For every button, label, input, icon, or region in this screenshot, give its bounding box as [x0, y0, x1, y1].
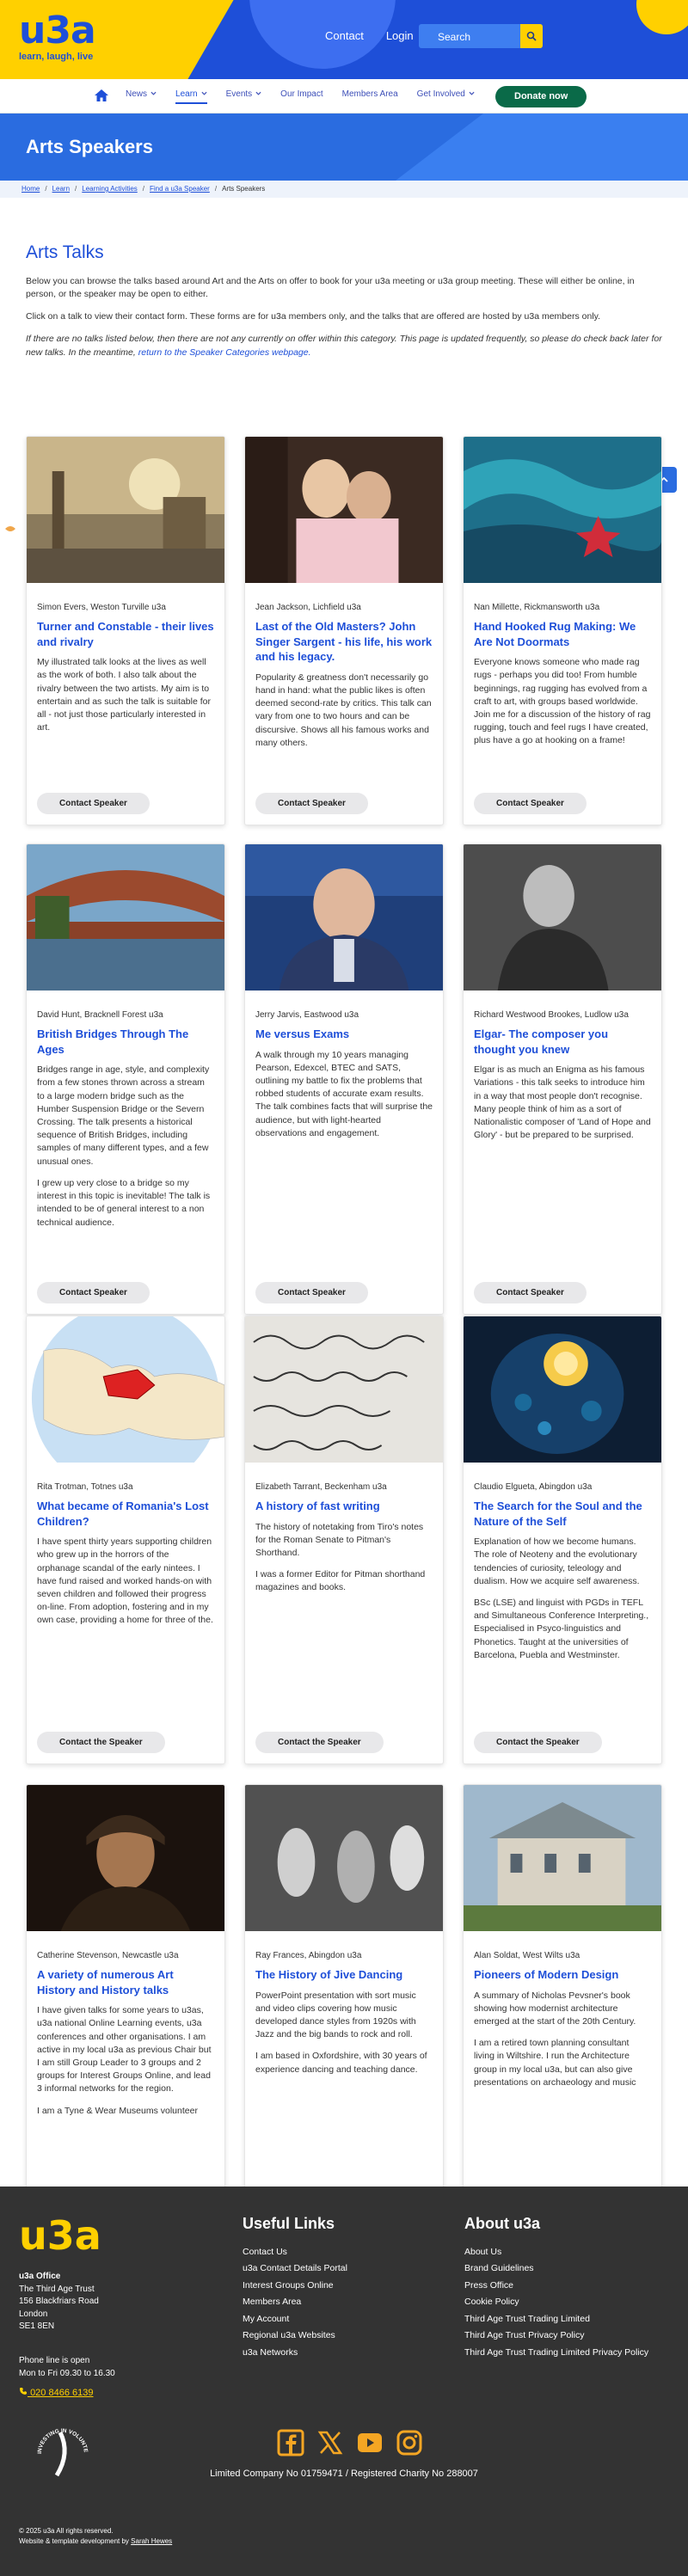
talk-card[interactable] — [26, 436, 225, 825]
footer-link-press-office[interactable]: Press Office — [464, 2279, 513, 2291]
breadcrumb — [0, 181, 688, 198]
nav-item-learn[interactable] — [175, 88, 207, 104]
intro-paragraph-1: Below you can browse the talks based around Art and the Arts on offer to book for your u3a meeting or u3a group meeting. These will either be online, in person, or the speaker may be open to either. — [26, 275, 635, 300]
speaker-name: Simon Evers, Weston Turville u3a — [37, 603, 166, 612]
youtube-icon[interactable] — [356, 2429, 384, 2456]
copyright — [19, 2526, 172, 2547]
credit-link[interactable]: Sarah Hewes — [131, 2537, 173, 2545]
site-footer — [0, 2187, 688, 2576]
login-link[interactable]: Login — [385, 29, 414, 42]
talk-card[interactable] — [244, 843, 444, 1315]
speaker-name: Claudio Elgueta, Abingdon u3a — [474, 1482, 593, 1492]
site-logo[interactable] — [19, 9, 95, 64]
footer-address — [19, 2271, 99, 2334]
speaker-name: Catherine Stevenson, Newcastle u3a — [37, 1951, 179, 1960]
talk-title[interactable]: A history of fast writing — [255, 1500, 380, 1512]
social-links — [277, 2429, 423, 2456]
talk-description-paragraph: Elgar is as much an Enigma as his famous Variations - this talk seeks to introduce him in a way that most people don't recognise. Many people think of him as a sort of Nationalistic composer of 'Land of Hope and Glory' - but be prepared to be surprised. — [474, 1064, 651, 1141]
talk-description-paragraph: Explanation of how we become humans. The role of Neoteny and the evolutionary tendencies of curiosity, teleology and dualism. How we acquire self awareness. — [474, 1536, 640, 1586]
main-nav — [0, 79, 688, 113]
speaker-name: Jean Jackson, Lichfield u3a — [255, 603, 361, 612]
talk-title[interactable]: Hand Hooked Rug Making: We Are Not Doormats — [474, 620, 636, 648]
page-banner — [0, 113, 688, 181]
talk-description — [245, 665, 443, 750]
talk-description — [464, 1529, 661, 1662]
footer-link-cookie-policy[interactable]: Cookie Policy — [464, 2297, 519, 2308]
top-links — [325, 28, 414, 45]
talk-description — [27, 1997, 224, 2118]
decorative-peek-icon — [3, 522, 17, 536]
contact-speaker-button[interactable]: Contact Speaker — [255, 793, 368, 814]
talk-description-paragraph: Bridges range in age, style, and complexity from a few stones thrown across a stream to a large modern bridge such as the Humber Suspension Bridge or the Severn Crossing. The talk presents a historical sequence of British Bridges, including samples of many different types, and a few unusual ones. — [37, 1064, 210, 1167]
breadcrumb-separator: / — [45, 185, 47, 193]
talk-description-paragraph: Everyone knows someone who made rag rugs - perhaps you did too! From humble beginnings, rag rugging has evolved from a craft to art, with groups based worldwide. Join me for a discussion of the history of rag rugging, touch and feel rugs I have created, plus have a go at hooking on a frame! — [474, 657, 651, 746]
logo-tagline: learn, laugh, live — [19, 52, 94, 62]
contact-speaker-button[interactable]: Contact Speaker — [474, 793, 587, 814]
talk-title[interactable]: Turner and Constable - their lives and rivalry — [37, 620, 214, 648]
speaker-name: Alan Soldat, West Wilts u3a — [474, 1951, 580, 1960]
address-line: The Third Age Trust — [19, 2284, 95, 2294]
nav-item-label: Get Involved — [416, 89, 465, 99]
address-line: SE1 8EN — [19, 2321, 55, 2331]
chevron-down-icon — [150, 90, 157, 96]
footer-link-third-age-trust-privacy-policy[interactable]: Third Age Trust Privacy Policy — [464, 2330, 585, 2341]
talk-card[interactable] — [244, 1784, 444, 2229]
header-yellow-circle — [636, 0, 688, 34]
credit-prefix: Website & template development by — [19, 2537, 132, 2545]
talk-description — [27, 649, 224, 734]
talk-description-paragraph: I have spent thirty years supporting children who grew up in the horrors of the orphanage scandal of the early nintees. I have fund raised and worked hands-on with seven children and followed their progress on-line. From adoption, fostering and in my own case, providing a home for three of the. — [37, 1536, 213, 1626]
nav-item-label: Members Area — [341, 89, 398, 99]
nav-item-label: Our Impact — [280, 89, 323, 99]
nav-item-label: Events — [225, 89, 253, 99]
section-heading: Arts Talks — [26, 242, 104, 262]
contact-speaker-button[interactable]: Contact Speaker — [37, 793, 150, 814]
speaker-name: Richard Westwood Brookes, Ludlow u3a — [474, 1010, 629, 1020]
useful-links-title: Useful Links — [243, 2215, 335, 2232]
talk-description-paragraph: I was a former Editor for Pitman shorthand magazines and books. — [255, 1569, 426, 1593]
useful-links — [243, 2212, 347, 2361]
talk-title[interactable]: What became of Romania's Lost Children? — [37, 1500, 209, 1528]
contact-speaker-button[interactable]: Contact the Speaker — [474, 1732, 602, 1753]
search-input[interactable] — [419, 24, 543, 48]
footer-link-third-age-trust-trading-limited-privacy-policy[interactable]: Third Age Trust Trading Limited Privacy Policy — [464, 2346, 649, 2358]
talk-description-paragraph: Popularity & greatness don't necessarily go hand in hand: what the public likes is often deemed second-rate by critics. This talk can vary from one to two hours and can be discursive. Shows all his famous works and many others. — [255, 672, 432, 748]
credit-line — [19, 2536, 172, 2547]
logo-mark: u3a — [19, 9, 95, 52]
nav-item-label: Learn — [175, 89, 198, 99]
talk-description-paragraph: I am a Tyne & Wear Museums volunteer — [37, 2105, 198, 2116]
footer-link-interest-groups-online[interactable]: Interest Groups Online — [243, 2279, 334, 2291]
talk-description — [27, 1529, 224, 1628]
speaker-name: Rita Trotman, Totnes u3a — [37, 1482, 133, 1492]
talk-image[interactable] — [245, 437, 443, 583]
intro-paragraph-3-text: If there are no talks listed below, then there are not any currently on offer within this category. This page is updated frequently, so please do check back later for new talks. In the meantime, — [26, 333, 662, 358]
speaker-name: Nan Millette, Rickmansworth u3a — [474, 603, 600, 612]
talk-description — [464, 1983, 661, 2090]
footer-link-brand-guidelines[interactable]: Brand Guidelines — [464, 2263, 534, 2274]
phone-link[interactable] — [19, 2386, 93, 2401]
nav-item-get-involved[interactable] — [417, 88, 475, 104]
address-lines — [19, 2284, 99, 2334]
talk-image[interactable] — [464, 1316, 661, 1463]
phone-hours — [19, 2355, 115, 2380]
nav-item-news[interactable] — [126, 88, 157, 104]
search-button[interactable] — [520, 24, 543, 48]
talk-image[interactable] — [27, 844, 224, 991]
talk-description-paragraph: I grew up very close to a bridge so my interest in this topic is inevitable! The talk is intended to be of general interest to a non technical audience. — [37, 1177, 211, 1228]
speaker-name: Elizabeth Tarrant, Beckenham u3a — [255, 1482, 387, 1492]
about-links-title: About u3a — [464, 2215, 540, 2232]
talk-title[interactable]: Pioneers of Modern Design — [474, 1968, 619, 1981]
nav-item-members-area[interactable] — [342, 88, 398, 104]
breadcrumb-separator: / — [142, 185, 144, 193]
talk-description-paragraph: A summary of Nicholas Pevsner's book showing how modernist architecture emerged at the start of the 20th Century. — [474, 1990, 636, 2027]
talk-description — [27, 1057, 224, 1230]
intro-paragraph-2: Click on a talk to view their contact form. These forms are for u3a members only, and the talks that are offered are hosted by u3a members only. — [26, 311, 601, 322]
talk-image[interactable] — [245, 844, 443, 991]
talk-title[interactable]: The Search for the Soul and the Nature of the Self — [474, 1500, 642, 1528]
registration-text: Limited Company No 01759471 / Registered Charity No 288007 — [210, 2469, 478, 2479]
talk-card[interactable] — [26, 843, 225, 1315]
nav-item-events[interactable] — [226, 88, 262, 104]
nav-item-our-impact[interactable] — [280, 88, 322, 104]
phone-hours-line: Phone line is open — [19, 2356, 90, 2365]
talk-title[interactable]: Last of the Old Masters? John Singer Sargent - his life, his work and his legacy. — [255, 620, 433, 664]
contact-speaker-button[interactable]: Contact Speaker — [255, 1282, 368, 1303]
nav-item-label: News — [126, 89, 148, 99]
useful-links-list — [243, 2244, 347, 2361]
contact-link[interactable]: Contact — [325, 29, 364, 42]
talk-image[interactable] — [464, 437, 661, 583]
speaker-name: Ray Frances, Abingdon u3a — [255, 1951, 362, 1960]
talk-description — [245, 1983, 443, 2076]
footer-logo[interactable]: u3a — [19, 2212, 101, 2259]
footer-link-about-us[interactable]: About Us — [464, 2247, 502, 2257]
talk-image[interactable] — [27, 1785, 224, 1931]
breadcrumb-item[interactable]: Learning Activities — [82, 185, 138, 193]
talk-image[interactable] — [27, 437, 224, 583]
talk-image[interactable] — [245, 1316, 443, 1463]
badge-text: INVESTING IN VOLUNTE — [36, 2427, 89, 2455]
talk-image[interactable] — [464, 844, 661, 991]
talk-description-paragraph: PowerPoint presentation with sort music and video clips covering how music developed dance styles from 1920s with Jazz and the big bands to rock and roll. — [255, 1990, 416, 2040]
contact-speaker-button[interactable]: Contact Speaker — [37, 1282, 150, 1303]
intro-section — [0, 239, 688, 359]
talk-card[interactable] — [244, 1316, 444, 1764]
talk-title[interactable]: Elgar- The composer you thought you knew — [474, 1027, 609, 1056]
chevron-down-icon — [469, 90, 475, 96]
footer-link-contact-us[interactable]: Contact Us — [243, 2247, 287, 2257]
talk-description-paragraph: A walk through my 10 years managing Pearson, Edexcel, BTEC and SATS, outlining my battle to fix the problems that robbed students of accurate exam results. The talk combines facts that will surprise the audience, but with light-hearted observations and engagement. — [255, 1049, 433, 1138]
top-header — [0, 0, 688, 79]
instagram-icon[interactable] — [396, 2429, 423, 2456]
footer-link-regional-u3a-websites[interactable]: Regional u3a Websites — [243, 2330, 335, 2341]
speaker-name: Jerry Jarvis, Eastwood u3a — [255, 1010, 359, 1020]
speaker-name: David Hunt, Bracknell Forest u3a — [37, 1010, 163, 1020]
intro-paragraph-3 — [26, 333, 662, 360]
talk-card[interactable] — [244, 436, 444, 825]
breadcrumb-item[interactable]: Find a u3a Speaker — [150, 185, 210, 193]
talk-description — [464, 649, 661, 748]
talk-title[interactable]: The History of Jive Dancing — [255, 1968, 403, 1981]
address-line: London — [19, 2309, 48, 2319]
talk-card[interactable] — [463, 843, 662, 1315]
copyright-text: © 2025 u3a All rights reserved. — [19, 2527, 114, 2535]
talk-title[interactable]: Me versus Exams — [255, 1027, 350, 1040]
home-icon[interactable] — [95, 89, 108, 101]
banner-shape — [396, 113, 688, 181]
donate-button[interactable]: Donate now — [495, 86, 587, 107]
nav-items — [126, 88, 475, 104]
x-twitter-icon[interactable] — [316, 2429, 344, 2456]
talk-title[interactable]: British Bridges Through The Ages — [37, 1027, 189, 1056]
about-links-list — [464, 2244, 671, 2361]
talk-description — [245, 1042, 443, 1141]
svg-text:INVESTING IN VOLUNTEERS — [31, 2422, 89, 2454]
talk-description-paragraph: I am based in Oxfordshire, with 30 years of experience dancing and teaching dance. — [255, 2051, 427, 2075]
talk-title[interactable]: A variety of numerous Art History and History talks — [37, 1968, 174, 1996]
talk-description-paragraph: I am a retired town planning consultant living in Wiltshire. I run the Architecture group in my local u3a, but can also give presentations on archaeology and music — [474, 2038, 636, 2088]
phone-number: 020 8466 6139 — [30, 2388, 94, 2398]
talk-card[interactable] — [463, 1316, 662, 1764]
talk-description-paragraph: The history of notetaking from Tiro's notes for the Roman Senate to Pitman's Shorthand. — [255, 1521, 424, 1558]
contact-speaker-button[interactable]: Contact the Speaker — [255, 1732, 384, 1753]
address-line: 156 Blackfriars Road — [19, 2297, 99, 2306]
facebook-icon[interactable] — [277, 2429, 304, 2456]
talk-image[interactable] — [245, 1785, 443, 1931]
chevron-down-icon — [201, 90, 207, 96]
breadcrumb-item[interactable]: Home — [22, 185, 40, 193]
search-placeholder: Search — [438, 31, 471, 43]
breadcrumb-separator: / — [75, 185, 77, 193]
contact-speaker-button[interactable]: Contact Speaker — [474, 1282, 587, 1303]
speaker-categories-link[interactable]: return to the Speaker Categories webpage. — [138, 347, 311, 358]
talk-description-paragraph: BSc (LSE) and linguist with PGDs in TEFL and Simultaneous Conference Interpreting., Especialised in Psyco-linguistics and Phonetics. Taught at the universities of Barcelona, Puebla and Westminster. — [474, 1597, 649, 1660]
talk-card[interactable] — [26, 1784, 225, 2229]
page-title: Arts Speakers — [26, 136, 153, 157]
contact-speaker-button[interactable]: Contact the Speaker — [37, 1732, 165, 1753]
breadcrumb-item: Arts Speakers — [222, 185, 266, 193]
office-name: u3a Office — [19, 2272, 61, 2281]
footer-link-u3a-contact-details-portal[interactable]: u3a Contact Details Portal — [243, 2263, 347, 2274]
talk-card[interactable] — [463, 436, 662, 825]
search-icon — [526, 31, 537, 41]
footer-link-third-age-trust-trading-limited[interactable]: Third Age Trust Trading Limited — [464, 2313, 590, 2324]
talk-description-paragraph: I have given talks for some years to u3as, u3a national Online Learning events, u3a conferences and other organisations. I am active in my local u3a as previous Chair but I am still Group Leader to 3 groups and 2 groups for Interest Groups Online, and lead 3 informal networks for the region. — [37, 2005, 212, 2095]
phone-icon — [19, 2387, 28, 2395]
breadcrumb-separator: / — [214, 185, 218, 193]
talk-description — [245, 1514, 443, 1595]
breadcrumb-item[interactable]: Learn — [52, 185, 71, 193]
chevron-down-icon — [255, 90, 261, 96]
footer-link-my-account[interactable]: My Account — [243, 2313, 290, 2324]
talk-card[interactable] — [463, 1784, 662, 2229]
footer-link-u3a-networks[interactable]: u3a Networks — [243, 2346, 298, 2358]
talk-description — [464, 1057, 661, 1142]
talk-card[interactable] — [26, 1316, 225, 1764]
phone-hours-line: Mon to Fri 09.30 to 16.30 — [19, 2368, 115, 2378]
footer-link-members-area[interactable]: Members Area — [243, 2297, 302, 2308]
about-links — [464, 2212, 671, 2361]
talk-image[interactable] — [27, 1316, 224, 1463]
talk-image[interactable] — [464, 1785, 661, 1931]
talk-description-paragraph: My illustrated talk looks at the lives as well as the work of both. I also talk about the rivalry between the two artists. My aim is to entertain and as such the talk is suitable for all - not just those particularly interested in art. — [37, 657, 211, 733]
